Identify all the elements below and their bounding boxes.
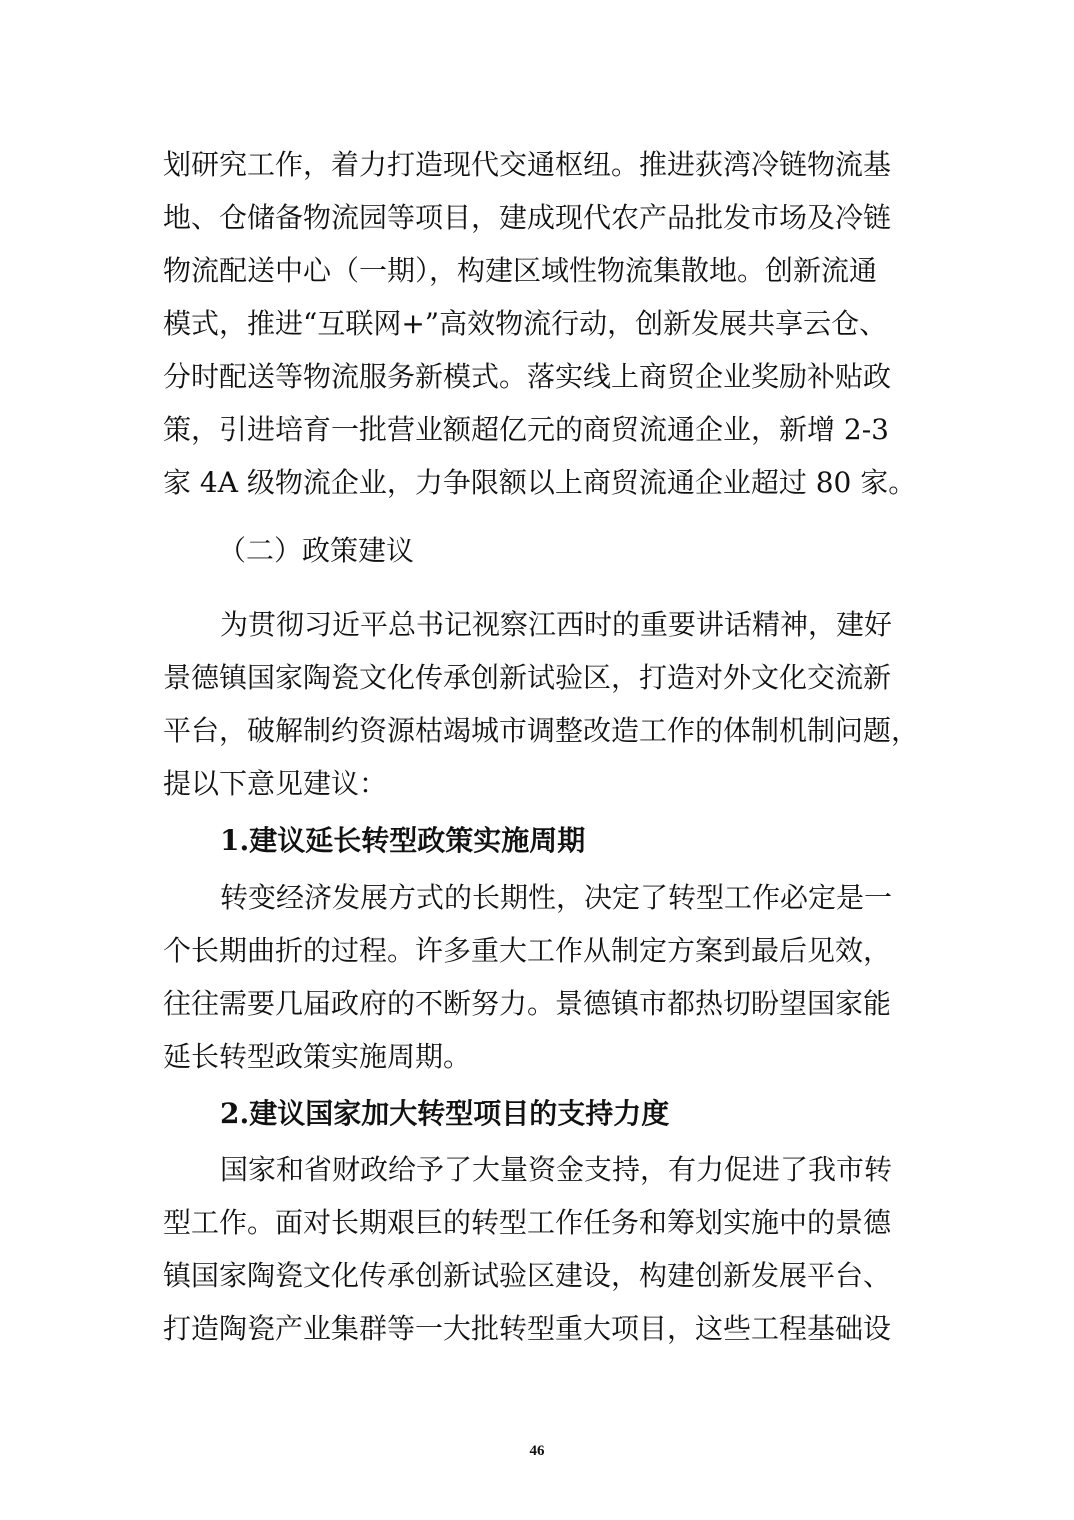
text-line: 为贯彻习近平总书记视察江西时的重要讲话精神，建好: [220, 608, 893, 641]
text-line: 模式，推进“互联网+”高效物流行动，创新发展共享云仓、: [163, 307, 888, 340]
item-2-heading: 2.建议国家加大转型项目的支持力度: [220, 1097, 670, 1130]
text-line: 划研究工作，着力打造现代交通枢纽。推进荻湾冷链物流基: [163, 148, 892, 181]
text-line: 型工作。面对长期艰巨的转型工作任务和筹划实施中的景德: [163, 1206, 892, 1239]
text-line: 镇国家陶瓷文化传承创新试验区建设，构建创新发展平台、: [163, 1259, 892, 1292]
text-line: 平台，破解制约资源枯竭城市调整改造工作的体制机制问题，: [163, 714, 920, 747]
section-heading: （二）政策建议: [218, 534, 415, 567]
text-line: 景德镇国家陶瓷文化传承创新试验区，打造对外文化交流新: [163, 661, 892, 694]
text-line: 分时配送等物流服务新模式。落实线上商贸企业奖励补贴政: [163, 360, 892, 393]
text-line: 提以下意见建议：: [163, 767, 388, 800]
text-line: 物流配送中心（一期），构建区域性物流集散地。创新流通: [163, 254, 878, 287]
text-line: 转变经济发展方式的长期性，决定了转型工作必定是一: [220, 881, 893, 914]
text-line: 地、仓储备物流园等项目，建成现代农产品批发市场及冷链: [163, 201, 892, 234]
text-line: 策，引进培育一批营业额超亿元的商贸流通企业，新增 2-3: [163, 413, 889, 446]
text-line: 国家和省财政给予了大量资金支持，有力促进了我市转: [220, 1153, 893, 1186]
text-line: 延长转型政策实施周期。: [163, 1040, 472, 1073]
page-number: 46: [529, 1443, 545, 1459]
text-line: 打造陶瓷产业集群等一大批转型重大项目，这些工程基础设: [163, 1312, 892, 1345]
text-line: 往往需要几届政府的不断努力。景德镇市都热切盼望国家能: [163, 987, 892, 1020]
item-1-heading: 1.建议延长转型政策实施周期: [220, 824, 586, 857]
text-line: 个长期曲折的过程。许多重大工作从制定方案到最后见效，: [163, 934, 892, 967]
text-line: 家 4A 级物流企业，力争限额以上商贸流通企业超过 80 家。: [163, 466, 917, 499]
